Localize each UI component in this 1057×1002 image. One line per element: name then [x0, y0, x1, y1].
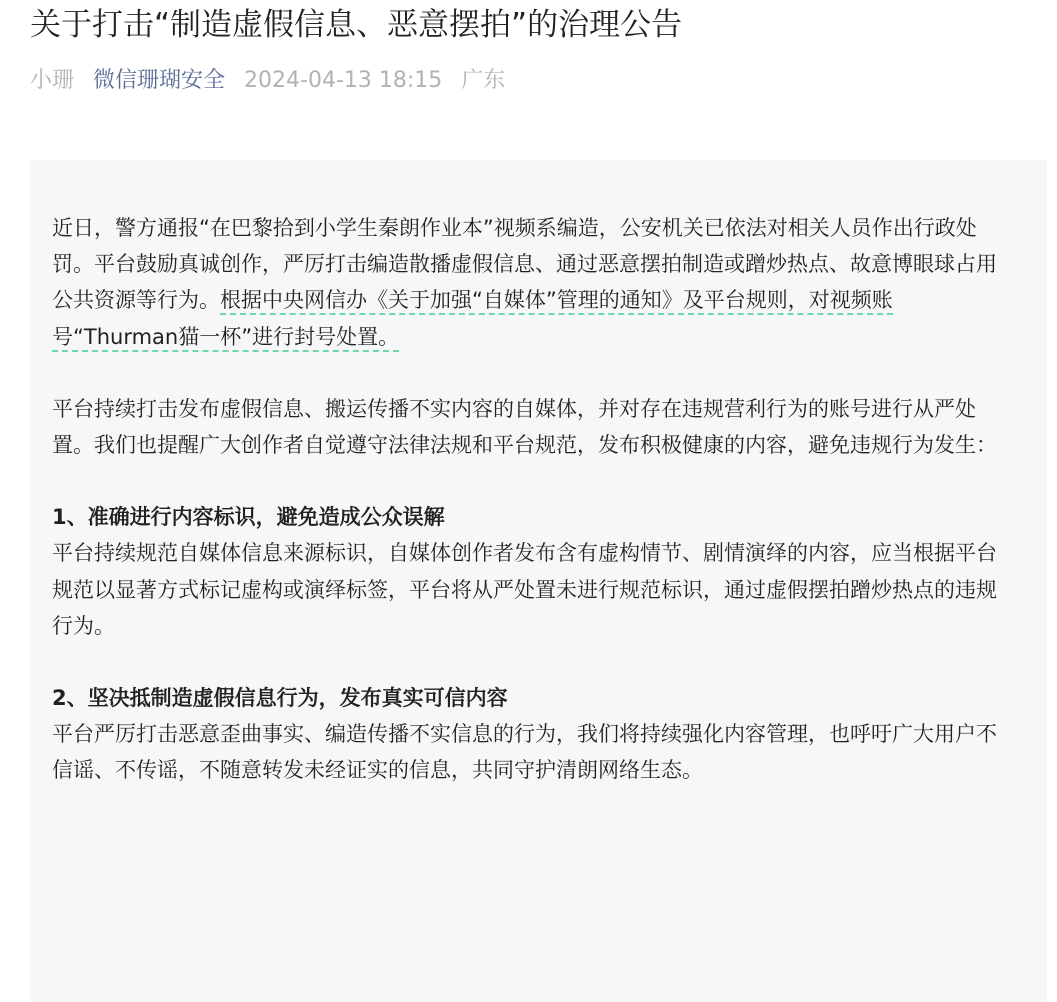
- paragraph-2: 平台持续打击发布虚假信息、搬运传播不实内容的自媒体，并对存在违规营利行为的账号进行从严处置。我们也提醒广大创作者自觉遵守法律法规和平台规范，发布积极健康的内容，避免违规行为发生：: [52, 396, 997, 458]
- section-1-heading: 1、准确进行内容标识，避免造成公众误解: [52, 505, 445, 530]
- paragraph-1-text: 近日，警方通报“在巴黎拾到小学生秦朗作业本”视频系编造，公安机关已依法对相关人员作出行政处罚。平台鼓励真诚创作，严厉打击编造散播虚假信息、通过恶意摆拍制造或蹭炒热点、故意博眼球占用公共资源等行为。: [52, 216, 997, 313]
- publish-datetime: 2024-04-13 18:15: [244, 68, 443, 93]
- article-meta: [30, 64, 517, 98]
- section-2-heading: 2、坚决抵制造虚假信息行为，发布真实可信内容: [52, 686, 508, 711]
- highlighted-link-text[interactable]: 根据中央网信办《关于加强“自媒体”管理的通知》及平台规则，对视频账号“Thurman猫一杯”进行封号处置。: [52, 288, 893, 351]
- paragraph-1: [52, 210, 1012, 355]
- article-body: [52, 210, 1012, 825]
- account-name-link[interactable]: 微信珊瑚安全: [93, 68, 226, 93]
- article-title: 关于打击“制造虚假信息、恶意摆拍”的治理公告: [30, 7, 683, 43]
- article-content-panel: [30, 160, 1047, 1002]
- section-2-text: 平台严厉打击恶意歪曲事实、编造传播不实信息的行为，我们将持续强化内容管理，也呼吁广大用户不信谣、不传谣，不随意转发未经证实的信息，共同守护清朗网络生态。: [52, 722, 997, 783]
- section-1-text: 平台持续规范自媒体信息来源标识，自媒体创作者发布含有虚构情节、剧情演绎的内容，应当根据平台规范以显著方式标记虚构或演绎标签，平台将从严处置未进行规范标识，通过虚假摆拍蹭炒热点的违规行为。: [52, 541, 997, 638]
- publish-location: 广东: [461, 68, 506, 93]
- article-author: 小珊: [30, 68, 75, 93]
